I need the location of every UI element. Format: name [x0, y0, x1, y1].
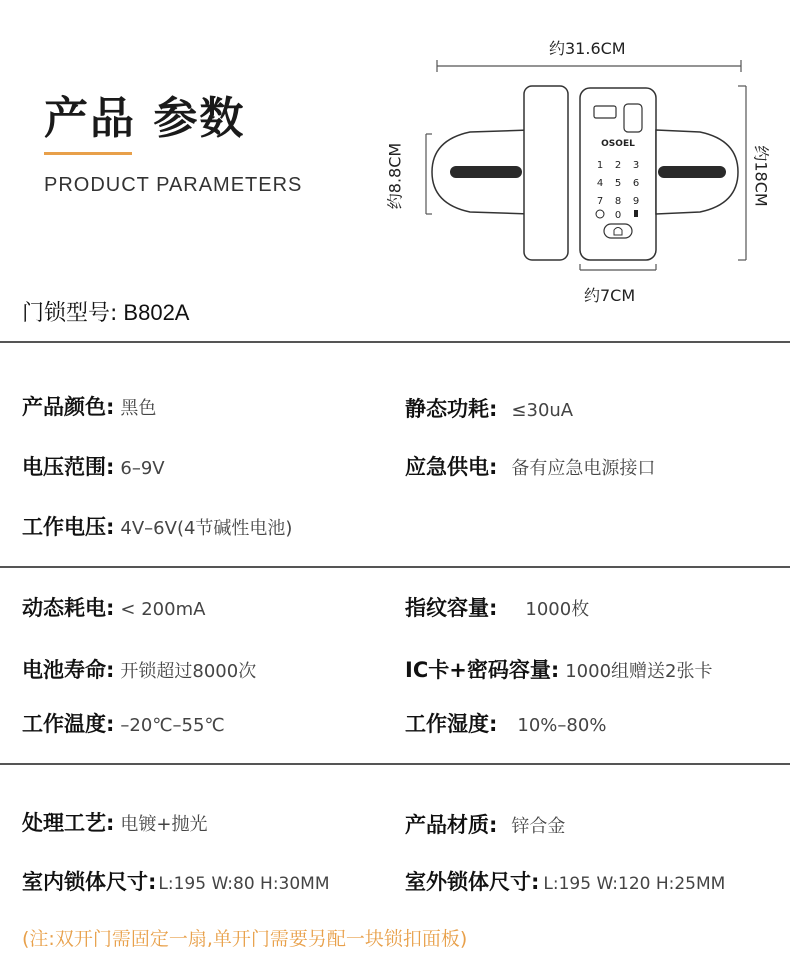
spec-value: –20℃–55℃	[120, 715, 225, 736]
depth-dimension-label: 约7CM	[584, 286, 636, 305]
spec-label: 室外锁体尺寸:	[405, 870, 540, 894]
spec-emergency-power	[405, 451, 655, 481]
spec-indoor-size	[22, 866, 330, 896]
spec-working-humidity	[405, 708, 606, 738]
spec-value: L:195 W:80 H:30MM	[158, 874, 330, 894]
spec-dynamic-power	[22, 592, 205, 622]
keypad-key: 4	[596, 178, 604, 189]
title-accent-bar	[44, 152, 132, 155]
keypad-key: 0	[614, 210, 622, 221]
model-value: B802A	[123, 300, 190, 325]
spec-label: 产品颜色:	[22, 395, 115, 419]
lock-diagram-svg	[380, 30, 780, 320]
spec-label: 电池寿命:	[22, 658, 115, 682]
spec-value: 备有应急电源接口	[511, 458, 656, 479]
footnote: (注:双开门需固定一扇,单开门需要另配一块锁扣面板)	[22, 928, 468, 950]
keypad-key: 3	[632, 160, 640, 171]
spec-value: 开锁超过8000次	[120, 661, 257, 682]
page-subtitle: PRODUCT PARAMETERS	[44, 174, 303, 196]
spec-value: 1000枚	[525, 599, 590, 620]
spec-value: 6–9V	[120, 458, 165, 479]
spec-working-temperature	[22, 708, 225, 738]
spec-standby-power	[405, 393, 573, 423]
spec-label: 工作电压:	[22, 515, 115, 539]
spec-value: 黑色	[120, 398, 157, 419]
keypad-key: 2	[614, 160, 622, 171]
spec-working-voltage	[22, 511, 292, 541]
divider	[0, 566, 790, 568]
spec-label: 工作温度:	[22, 712, 115, 736]
spec-card-password-capacity	[405, 654, 712, 684]
spec-label: 处理工艺:	[22, 811, 115, 835]
diagram-brand: OSOEL	[601, 139, 635, 149]
spec-value: L:195 W:120 H:25MM	[543, 874, 726, 894]
spec-battery-life	[22, 654, 256, 684]
spec-value: 锌合金	[511, 816, 566, 837]
page-title: 产品 参数	[44, 93, 246, 144]
spec-label: 静态功耗:	[405, 397, 498, 421]
spec-label: IC卡+密码容量:	[405, 658, 560, 682]
keypad-key: 9	[632, 196, 640, 207]
spec-material	[405, 809, 565, 839]
spec-finish	[22, 807, 208, 837]
divider	[0, 341, 790, 343]
spec-label: 室内锁体尺寸:	[22, 870, 157, 894]
spec-label: 动态耗电:	[22, 596, 115, 620]
keypad-key: 6	[632, 178, 640, 189]
spec-label: 指纹容量:	[405, 596, 498, 620]
keypad-key: 5	[614, 178, 622, 189]
divider	[0, 763, 790, 765]
right-height-dimension-label: 约18CM	[751, 145, 771, 207]
model-row	[22, 296, 189, 327]
spec-outdoor-size	[405, 866, 725, 896]
keypad-key: 7	[596, 196, 604, 207]
spec-value: 1000组赠送2张卡	[565, 661, 713, 682]
spec-label: 工作湿度:	[405, 712, 498, 736]
spec-fingerprint-capacity	[405, 592, 589, 622]
spec-value: ≤30uA	[511, 400, 574, 421]
width-dimension-label: 约31.6CM	[549, 39, 626, 58]
spec-value: < 200mA	[120, 599, 206, 620]
spec-label: 应急供电:	[405, 455, 498, 479]
keypad-key: 8	[614, 196, 622, 207]
spec-color	[22, 391, 156, 421]
spec-label: 电压范围:	[22, 455, 115, 479]
spec-value: 4V–6V(4节碱性电池)	[120, 518, 293, 539]
keypad-key: 1	[596, 160, 604, 171]
left-height-dimension-label: 约8.8CM	[385, 142, 405, 210]
spec-label: 产品材质:	[405, 813, 498, 837]
model-label: 门锁型号:	[22, 301, 118, 326]
spec-value: 电镀+抛光	[120, 814, 208, 835]
spec-value: 10%–80%	[517, 715, 607, 736]
spec-voltage-range	[22, 451, 165, 481]
